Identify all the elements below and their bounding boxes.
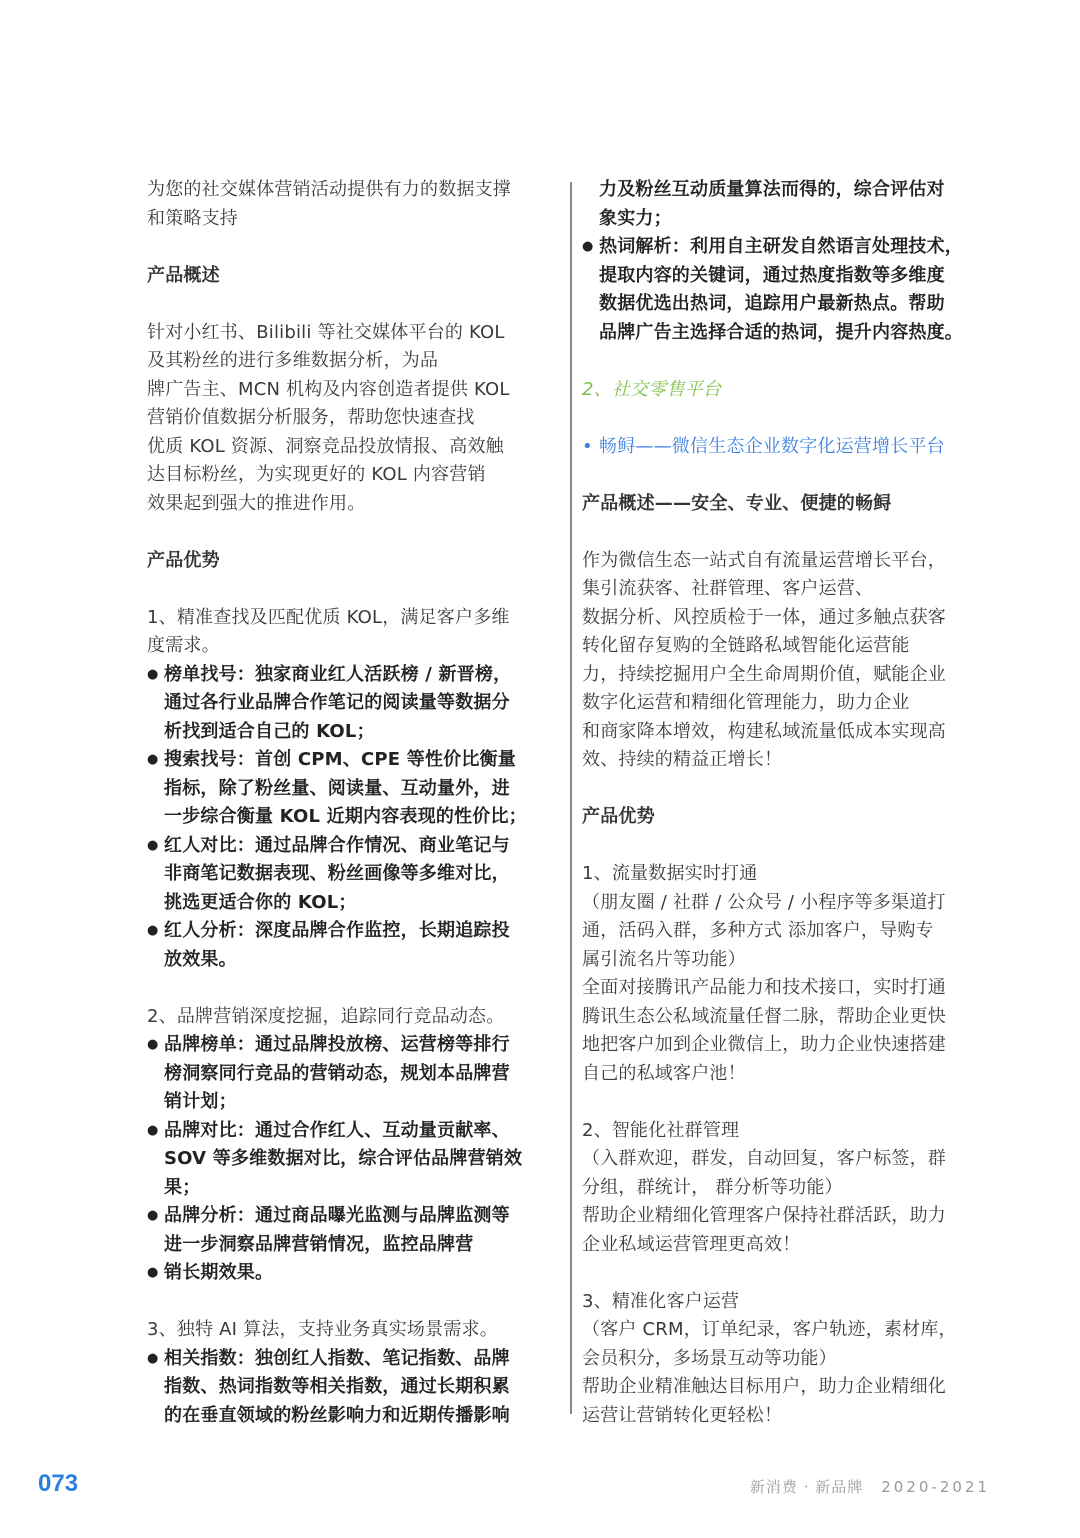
text-line: 腾讯生态公私域流量任督二脉，帮助企业更快 [582, 1005, 946, 1027]
product-link[interactable] [582, 433, 994, 462]
bullet-item [147, 1117, 559, 1203]
spacer [147, 974, 559, 1003]
text-line: 指数、热词指数等相关指数，通过长期积累 [164, 1376, 510, 1397]
text-line: 牌广告主、MCN 机构及内容创造者提供 KOL [147, 378, 510, 400]
spacer [582, 775, 994, 804]
text-line: 为您的社交媒体营销活动提供有力的数据支撑 [147, 179, 511, 200]
bullet-dot-icon: ● [147, 1122, 159, 1138]
section-heading [582, 803, 994, 832]
text-line: 3、精准化客户运营 [582, 1290, 740, 1312]
text-line: 优质 KOL 资源、洞察竞品投放情报、高效触 [147, 435, 504, 457]
text-line: 销计划； [164, 1091, 237, 1112]
text-line: （入群欢迎，群发，自动回复，客户标签，群 [582, 1148, 946, 1169]
bullet-item [147, 746, 559, 832]
spacer [582, 404, 994, 433]
text-line: 产品概述——安全、专业、便捷的畅鲟 [582, 492, 892, 514]
text-line: 数据分析、风控质检于一体，通过多触点获客 [582, 606, 946, 628]
text-line: 畅鲟——微信生态企业数字化运营增长平台 [599, 435, 945, 457]
bullet-item [147, 1031, 559, 1117]
spacer [147, 290, 559, 319]
text-line: 产品概述 [147, 264, 220, 286]
section-subtitle [582, 376, 994, 405]
spacer [147, 1288, 559, 1317]
text-line: 产品优势 [582, 806, 655, 827]
spacer [147, 233, 559, 262]
paragraph [147, 1003, 559, 1032]
text-line: 析找到适合自己的 KOL； [164, 720, 375, 742]
text-line: 放效果。 [164, 948, 237, 970]
text-line: 数字化运营和精细化管理能力，助力企业 [582, 692, 910, 713]
text-line: 自己的私域客户池！ [582, 1062, 746, 1084]
text-line: 营销价值数据分析服务，帮助您快速查找 [147, 407, 475, 428]
paragraph [582, 547, 994, 775]
bullet-dot-icon: ● [582, 239, 594, 254]
text-line: 非商笔记数据表现、粉丝画像等多维对比， [164, 863, 510, 884]
text-line: 转化留存复购的全链路私域智能化运营能 [582, 635, 910, 656]
text-line: 热词解析：利用自主研发自然语言处理技术， [599, 236, 963, 257]
text-line: 分组，群统计， 群分析等功能） [582, 1176, 843, 1198]
text-line: SOV 等多维数据对比，综合评估品牌营销效 [164, 1148, 523, 1169]
text-line: 度需求。 [147, 635, 220, 656]
text-line: 1、精准查找及匹配优质 KOL，满足客户多维 [147, 606, 510, 628]
bullet-dot-icon: ● [147, 1208, 159, 1223]
text-line: 2、品牌营销深度挖掘，追踪同行竞品动态。 [147, 1005, 505, 1027]
text-line: 2、社交零售平台 [582, 378, 722, 400]
bullet-dot-icon: ● [147, 837, 159, 853]
paragraph [147, 1316, 559, 1345]
bullet-dot-icon: ● [147, 923, 159, 938]
text-line: 力及粉丝互动质量算法而得的，综合评估对 [599, 179, 945, 200]
column-divider [570, 182, 572, 1414]
text-line: 地把客户加到企业微信上，助力企业快速搭建 [582, 1034, 946, 1055]
text-line: 挑选更适合你的 KOL； [164, 891, 357, 913]
paragraph [147, 319, 559, 519]
text-line: 属引流名片等功能） [582, 948, 746, 970]
bullet-item [147, 1345, 559, 1431]
text-line: 通过各行业品牌合作笔记的阅读量等数据分 [164, 692, 510, 713]
bullet-item [147, 832, 559, 918]
text-line: 3、独特 AI 算法，支持业务真实场景需求。 [147, 1319, 498, 1340]
text-line: 和策略支持 [147, 207, 238, 229]
text-line: 品牌广告主选择合适的热词，提升内容热度。 [599, 321, 963, 343]
text-line: 品牌榜单：通过品牌投放榜、运营榜等排行 [164, 1034, 510, 1055]
section-heading [147, 547, 559, 576]
text-line: 指标，除了粉丝量、阅读量、互动量外，进 [164, 777, 510, 799]
right-column [582, 176, 994, 1430]
spacer [582, 1088, 994, 1117]
paragraph [147, 604, 559, 661]
bullet-item [147, 917, 559, 974]
text-line: 运营让营销转化更轻松！ [582, 1404, 783, 1426]
text-line: 力，持续挖掘用户全生命周期价值，赋能企业 [582, 663, 946, 685]
text-line: 象实力； [599, 207, 672, 229]
publication-years: 2020-2021 [881, 1478, 990, 1496]
text-line: 榜单找号：独家商业红人活跃榜 / 新晋榜， [164, 663, 512, 685]
section-heading [147, 262, 559, 291]
text-line: 企业私域运营管理更高效！ [582, 1233, 801, 1255]
text-line: 帮助企业精准触达目标用户，助力企业精细化 [582, 1376, 946, 1397]
bullet-dot-icon: ● [147, 1350, 159, 1366]
text-line: 全面对接腾讯产品能力和技术接口，实时打通 [582, 977, 946, 998]
text-line: 会员积分，多场景互动等功能） [582, 1347, 837, 1369]
bullet-item [147, 1259, 559, 1288]
text-line: 针对小红书、Bilibili 等社交媒体平台的 KOL [147, 321, 505, 343]
text-line: 达目标粉丝，为实现更好的 KOL 内容营销 [147, 464, 486, 485]
text-line: 产品优势 [147, 549, 220, 571]
text-line: 搜索找号：首创 CPM、CPE 等性价比衡量 [164, 749, 516, 770]
paragraph [582, 1117, 994, 1260]
text-line: 进一步洞察品牌营销情况，监控品牌营 [164, 1233, 474, 1255]
text-line: 作为微信生态一站式自有流量运营增长平台， [582, 549, 946, 571]
page-number: 073 [38, 1470, 79, 1497]
text-line: 效、持续的精益正增长！ [582, 749, 783, 770]
text-line: 通，活码入群，多种方式 添加客户，导购专 [582, 920, 934, 941]
text-line: （客户 CRM，订单纪录，客户轨迹，素材库， [582, 1319, 957, 1340]
bullet-dot-icon: • [582, 435, 593, 457]
bullet-item [582, 233, 994, 347]
bullet-item [147, 661, 559, 747]
publication-title: 新消费 · 新品牌 [749, 1478, 864, 1496]
spacer [582, 1259, 994, 1288]
footer-publication [750, 1476, 990, 1497]
text-line: 红人分析：深度品牌合作监控，长期追踪投 [164, 920, 510, 941]
spacer [582, 518, 994, 547]
spacer [147, 575, 559, 604]
text-line: 提取内容的关键词，通过热度指数等多维度 [599, 264, 945, 286]
text-line: 集引流获客、社群管理、客户运营、 [582, 578, 874, 599]
text-line: 一步综合衡量 KOL 近期内容表现的性价比； [164, 806, 527, 827]
text-line: 榜洞察同行竞品的营销动态，规划本品牌营 [164, 1062, 510, 1084]
spacer [582, 461, 994, 490]
text-line: 及其粉丝的进行多维数据分析，为品 [147, 350, 439, 371]
bullet-dot-icon: ● [147, 1265, 159, 1280]
text-line: 果； [164, 1176, 201, 1198]
text-line: 品牌对比：通过合作红人、互动量贡献率、 [164, 1119, 510, 1141]
text-line: 2、智能化社群管理 [582, 1119, 740, 1141]
section-heading [582, 490, 994, 519]
text-line: （朋友圈 / 社群 / 公众号 / 小程序等多渠道打 [582, 891, 946, 913]
text-line: 品牌分析：通过商品曝光监测与品牌监测等 [164, 1205, 510, 1226]
bullet-continuation [582, 176, 994, 233]
text-line: 1、流量数据实时打通 [582, 863, 758, 884]
text-line: 数据优选出热词，追踪用户最新热点。帮助 [599, 293, 945, 314]
text-line: 和商家降本增效，构建私域流量低成本实现高 [582, 720, 946, 742]
text-line: 红人对比：通过品牌合作情况、商业笔记与 [164, 834, 510, 856]
paragraph [582, 860, 994, 1088]
paragraph [582, 1288, 994, 1431]
text-line: 相关指数：独创红人指数、笔记指数、品牌 [164, 1347, 510, 1369]
paragraph [147, 176, 559, 233]
left-column [147, 176, 559, 1430]
spacer [147, 518, 559, 547]
bullet-dot-icon: ● [147, 752, 159, 767]
bullet-dot-icon: ● [147, 1037, 159, 1052]
text-line: 效果起到强大的推进作用。 [147, 492, 366, 514]
text-line: 帮助企业精细化管理客户保持社群活跃，助力 [582, 1205, 946, 1226]
text-line: 的在垂直领域的粉丝影响力和近期传播影响 [164, 1404, 510, 1426]
spacer [582, 347, 994, 376]
text-line: 销长期效果。 [164, 1262, 274, 1283]
bullet-dot-icon: ● [147, 666, 159, 682]
spacer [582, 832, 994, 861]
bullet-item [147, 1202, 559, 1259]
